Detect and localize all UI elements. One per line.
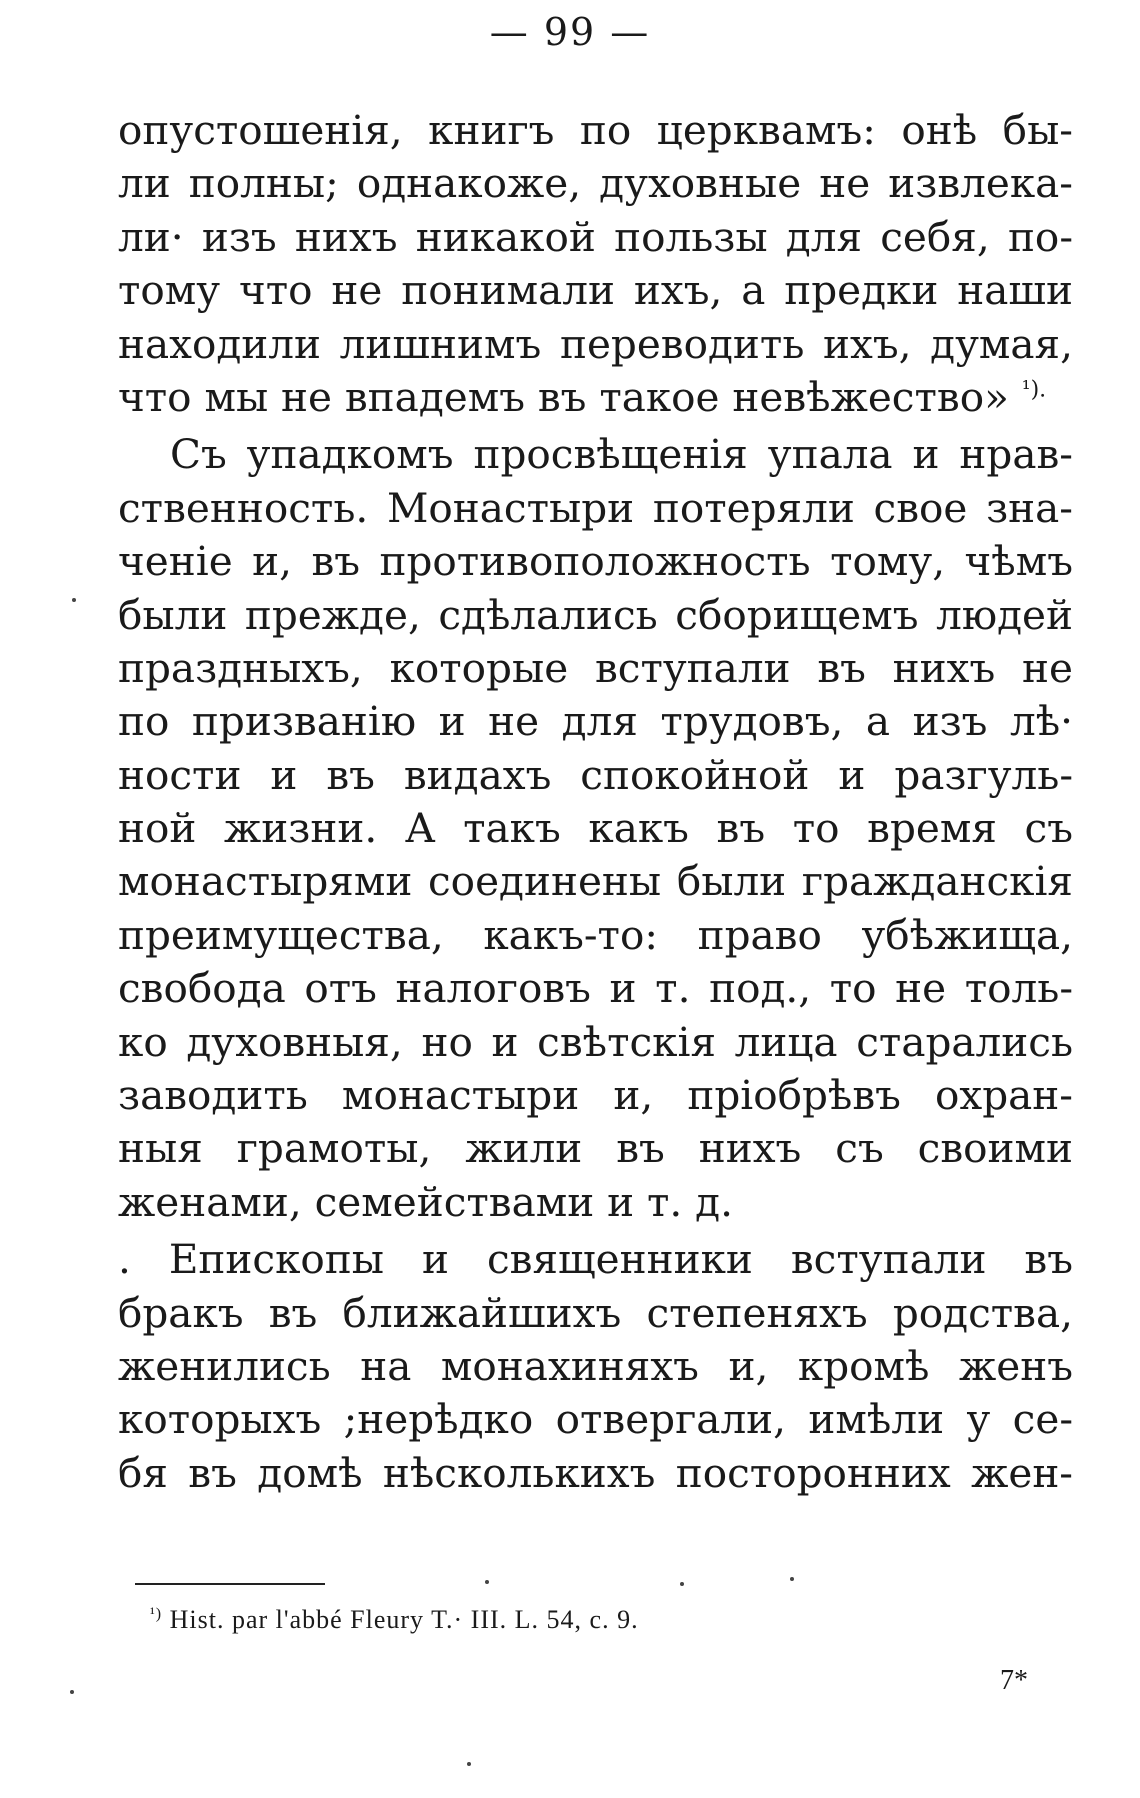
text-line: преимущества, какъ-то: право убѣжища, — [118, 910, 1073, 959]
text-line-content: что мы не впадемъ въ такое невѣжество» — [118, 372, 1022, 421]
footnote — [150, 1605, 639, 1635]
text-line: которыхъ ;нерѣдко отвергали, имѣли у се- — [118, 1395, 1073, 1444]
signature-mark: 7* — [1000, 1665, 1028, 1696]
text-line: ли· изъ нихъ никакой пользы для себя, по- — [118, 212, 1073, 261]
text-line: ченіе и, въ противоположность тому, чѣмъ — [118, 537, 1073, 586]
text-line: ности и въ видахъ спокойной и разгуль- — [118, 750, 1073, 799]
text-line: по призванію и не для трудовъ, а изъ лѣ· — [118, 697, 1073, 746]
footnote-separator — [135, 1583, 325, 1585]
text-line: бя въ домѣ нѣсколькихъ посторонних жен- — [118, 1448, 1073, 1497]
text-line: ли полны; однакоже, духовные не извлека- — [118, 159, 1073, 208]
scan-speck — [790, 1577, 794, 1581]
text-line: свобода отъ налоговъ и т. под., то не толь- — [118, 964, 1073, 1013]
text-line: женами, семействами и т. д. — [118, 1177, 733, 1226]
text-line: ныя грамоты, жили въ нихъ съ своими — [118, 1124, 1073, 1173]
text-line: находили лишнимъ переводить ихъ, думая, — [118, 319, 1073, 368]
scan-speck — [485, 1580, 489, 1584]
text-line: были прежде, сдѣлались сборищемъ людей — [118, 590, 1073, 639]
text-line: праздныхъ, которые вступали въ нихъ не — [118, 643, 1073, 692]
scan-speck — [467, 1762, 471, 1766]
footnote-text: Hist. par l'abbé Fleury T.· III. L. 54, c. 9. — [162, 1605, 639, 1634]
scan-speck — [680, 1582, 684, 1586]
footnote-reference: ¹). — [1021, 377, 1047, 403]
text-line: ственность. Монастыри потеряли свое зна- — [118, 483, 1073, 532]
text-line: ной жизни. А такъ какъ въ то время съ — [118, 804, 1073, 853]
text-line: бракъ въ ближайшихъ степеняхъ родства, — [118, 1288, 1073, 1337]
page-number: — 99 — — [489, 10, 651, 54]
scan-speck — [72, 598, 76, 602]
text-line — [118, 371, 1073, 424]
body-text — [118, 104, 1073, 1500]
text-line: монастырями соединены были гражданскія — [118, 857, 1073, 906]
text-line: . Епископы и священники вступали въ — [118, 1235, 1073, 1284]
text-line: заводить монастыри и, пріобрѣвъ охран- — [118, 1071, 1073, 1120]
text-line: Съ упадкомъ просвѣщенія упала и нрав- — [170, 430, 1073, 479]
text-line: опустошенія, книгъ по церквамъ: онѣ бы- — [118, 106, 1073, 154]
footnote-mark: ¹) — [150, 1605, 163, 1623]
text-line: женились на монахиняхъ и, кромѣ женъ — [118, 1341, 1073, 1390]
scan-speck — [70, 1690, 74, 1694]
text-line: тому что не понимали ихъ, а предки наши — [118, 266, 1073, 315]
text-line: ко духовныя, но и свѣтскія лица старались — [118, 1017, 1073, 1066]
